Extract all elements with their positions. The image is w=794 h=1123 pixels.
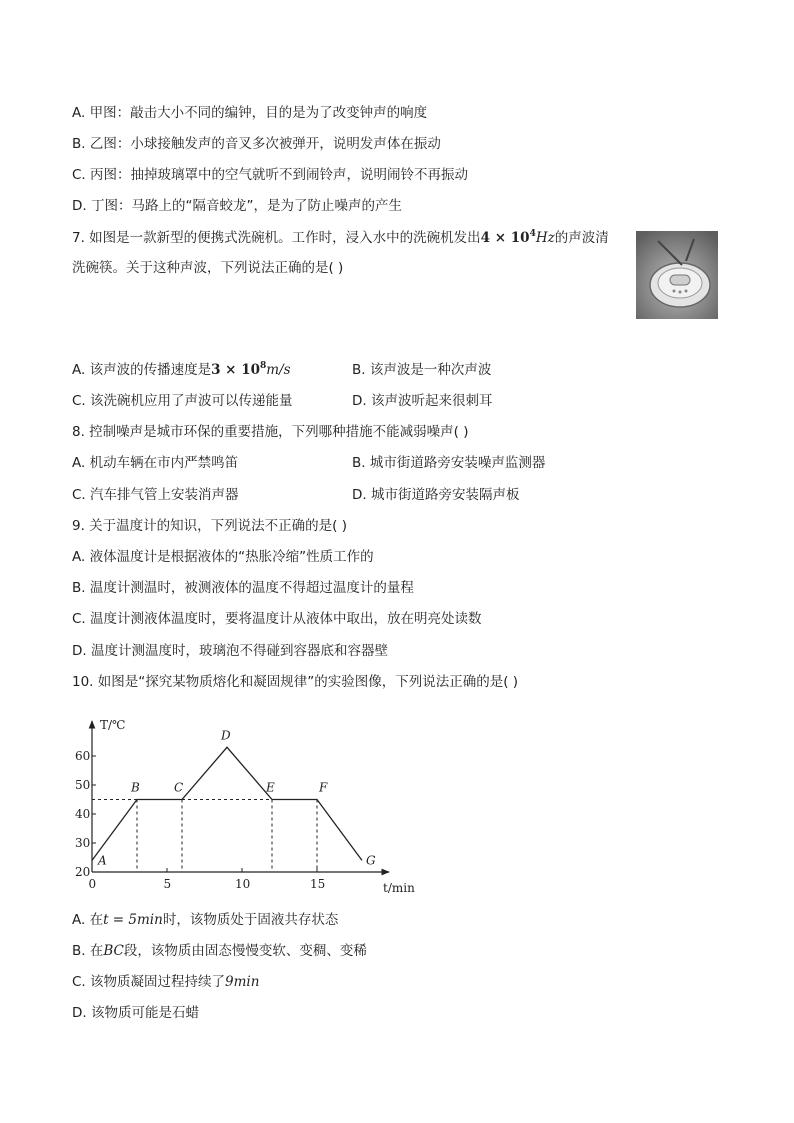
point-label-F: F	[319, 780, 328, 795]
q6-option-a: A. 甲图：敲击大小不同的编钟，目的是为了改变钟声的响度	[72, 105, 428, 121]
q6-option-c: C. 丙图：抽掉玻璃罩中的空气就听不到闹铃声，说明闹铃不再振动	[72, 167, 469, 183]
temperature-curve	[92, 747, 362, 860]
point-label-E: E	[266, 780, 275, 795]
q7-stem-part1: 7. 如图是一款新型的便携式洗碗机。工作时，浸入水中的洗碗机发出	[72, 230, 481, 246]
q7-option-c: C. 该洗碗机应用了声波可以传递能量	[72, 393, 293, 409]
q10-option-a-prefix: A. 在	[72, 912, 104, 928]
x-tick-label: 0	[88, 877, 97, 891]
q6-option-b: B. 乙图：小球接触发声的音叉多次被弹开，说明发声体在振动	[72, 136, 441, 152]
q10-option-a-suffix: 时，该物质处于固液共存状态	[162, 912, 339, 928]
y-tick-label: 50	[75, 778, 91, 792]
q6-option-d: D. 丁图：马路上的“隔音蛟龙”，是为了防止噪声的产生	[72, 198, 402, 214]
point-label-A: A	[98, 853, 107, 868]
q8-stem: 8. 控制噪声是城市环保的重要措施，下列哪种措施不能减弱噪声( )	[72, 424, 469, 440]
q10-option-c	[72, 973, 259, 991]
q10-option-a-math: t = 5min	[103, 912, 163, 928]
point-label-C: C	[174, 780, 184, 795]
q9-option-c: C. 温度计测液体温度时，要将温度计从液体中取出，放在明亮处读数	[72, 611, 482, 627]
q10-option-c-math: 9min	[225, 974, 260, 990]
q8-option-b: B. 城市街道路旁安装噪声监测器	[352, 455, 546, 471]
q7-option-a-prefix: A. 该声波的传播速度是	[72, 362, 212, 378]
q9-option-d: D. 温度计测温度时，玻璃泡不得碰到容器底和容器壁	[72, 643, 388, 659]
q7-option-d: D. 该声波听起来很刺耳	[352, 393, 493, 409]
x-axis-label: t/min	[383, 881, 415, 895]
dishwasher-photo	[636, 231, 718, 319]
y-tick-label: 30	[75, 836, 91, 850]
q8-option-a: A. 机动车辆在市内严禁鸣笛	[72, 455, 239, 471]
q7-option-b: B. 该声波是一种次声波	[352, 362, 492, 378]
q7-stem-part2: 的声波清	[554, 230, 609, 246]
q9-option-a: A. 液体温度计是根据液体的“热胀冷缩”性质工作的	[72, 549, 374, 565]
q10-option-b-math: BC	[103, 943, 124, 959]
q7-freq-exp: 4	[529, 229, 536, 239]
q7-freq-unit: Hz	[535, 230, 555, 246]
q9-option-b: B. 温度计测温时，被测液体的温度不得超过温度计的量程	[72, 580, 414, 596]
x-tick-label: 15	[310, 877, 326, 891]
q7-option-a	[72, 361, 291, 379]
q7-stem-line1	[72, 229, 609, 247]
q10-option-a	[72, 911, 338, 929]
q8-option-d: D. 城市街道路旁安装隔声板	[352, 487, 520, 503]
q7-freq-coef: 4 × 10	[480, 230, 530, 246]
q7-speed-unit: m/s	[266, 362, 291, 378]
q9-stem: 9. 关于温度计的知识，下列说法不正确的是( )	[72, 518, 347, 534]
q8-option-c: C. 汽车排气管上安装消声器	[72, 487, 239, 503]
x-tick-label: 5	[163, 877, 172, 891]
y-axis-label: T/℃	[100, 718, 126, 732]
point-label-D: D	[221, 728, 231, 743]
y-tick-label: 20	[75, 865, 91, 879]
q10-option-b	[72, 942, 367, 960]
q7-speed-coef: 3 × 10	[211, 362, 260, 378]
q7-speed-exp: 8	[260, 361, 267, 371]
q10-option-d: D. 该物质可能是石蜡	[72, 1005, 199, 1021]
point-label-G: G	[366, 853, 376, 868]
y-tick-label: 40	[75, 807, 91, 821]
q10-option-c-prefix: C. 该物质凝固过程持续了	[72, 974, 226, 990]
q7-stem-line2: 洗碗筷。关于这种声波，下列说法正确的是( )	[72, 260, 344, 276]
melting-curve-chart	[60, 700, 440, 900]
y-tick-label: 60	[75, 749, 91, 763]
q10-option-b-prefix: B. 在	[72, 943, 104, 959]
x-tick-label: 10	[235, 877, 251, 891]
q10-option-b-suffix: 段，该物质由固态慢慢变软、变稠、变稀	[123, 943, 367, 959]
point-label-B: B	[131, 780, 140, 795]
q10-stem: 10. 如图是“探究某物质熔化和凝固规律”的实验图像，下列说法正确的是( )	[72, 674, 519, 690]
